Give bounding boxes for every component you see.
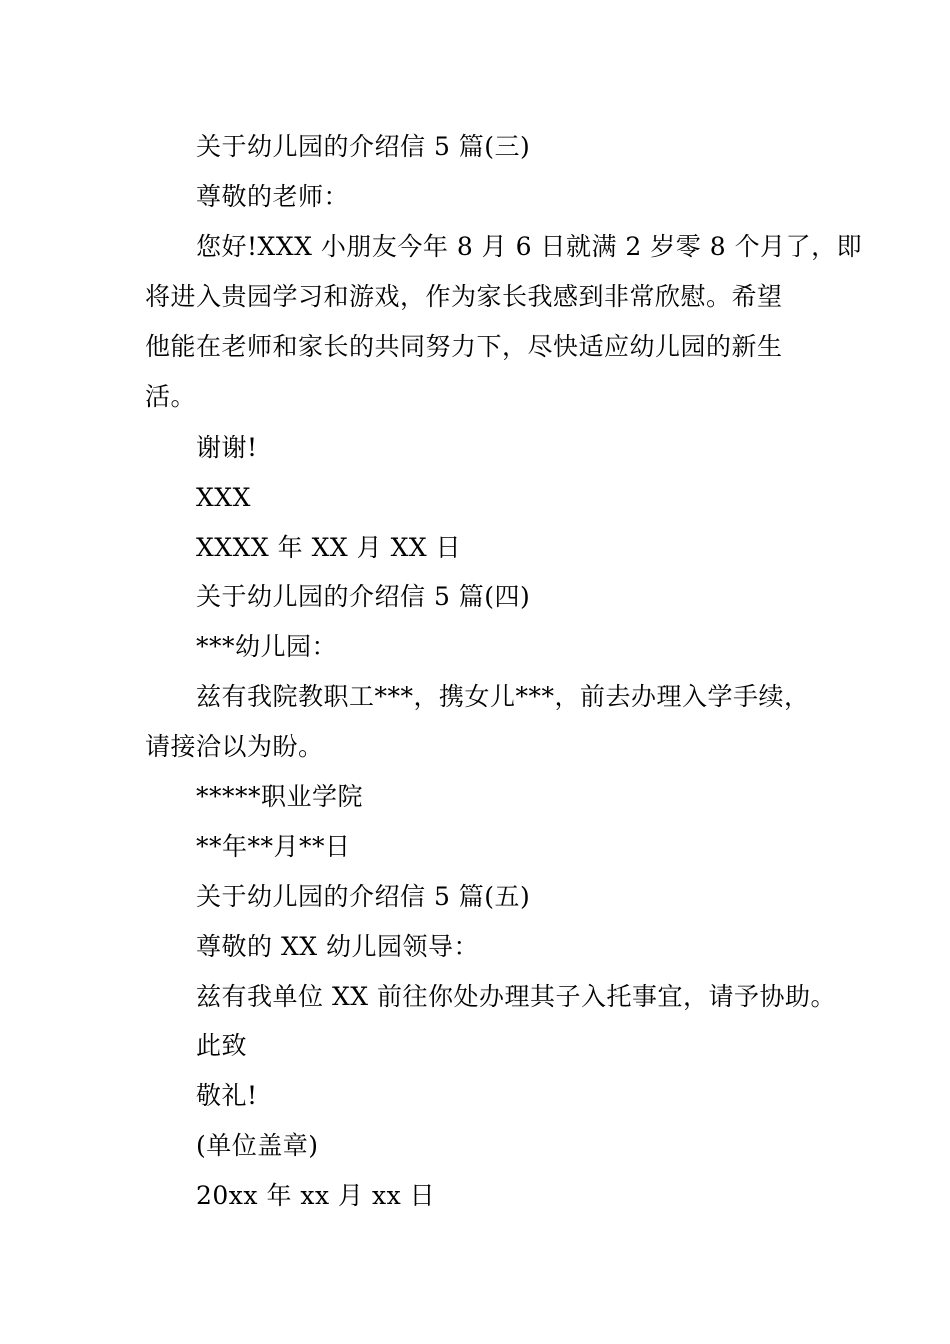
salutation: 尊敬的老师： (196, 182, 350, 211)
body-paragraph-line: 活。 (145, 382, 197, 411)
salutation: ***幼儿园： (196, 632, 338, 661)
body-paragraph-line: 兹有我单位 XX 前往你处办理其子入托事宜，请予协助。 (196, 982, 836, 1011)
body-paragraph-line: 您好!XXX 小朋友今年 8 月 6 日就满 2 岁零 8 个月了，即 (196, 232, 863, 261)
body-paragraph-line: 他能在老师和家长的共同努力下，尽快适应幼儿园的新生 (145, 332, 783, 361)
section-title-5: 关于幼儿园的介绍信 5 篇(五) (196, 882, 531, 911)
signature-name: XXX (196, 483, 251, 512)
seal-note: (单位盖章) (196, 1131, 319, 1160)
closing-line: 此致 (196, 1031, 248, 1060)
closing-line: 敬礼! (196, 1081, 258, 1110)
body-paragraph-line: 兹有我院教职工***，携女儿***，前去办理入学手续， (196, 682, 810, 711)
section-title-4: 关于幼儿园的介绍信 5 篇(四) (196, 582, 531, 611)
section-title-3: 关于幼儿园的介绍信 5 篇(三) (196, 132, 531, 161)
signature-date: XXXX 年 XX 月 XX 日 (196, 533, 462, 562)
signature-date: **年**月**日 (196, 832, 351, 861)
signature-name: *****职业学院 (196, 782, 364, 811)
thanks-line: 谢谢! (196, 433, 258, 462)
salutation: 尊敬的 XX 幼儿园领导： (196, 932, 479, 961)
signature-date: 20xx 年 xx 月 xx 日 (196, 1181, 436, 1210)
body-paragraph-line: 将进入贵园学习和游戏，作为家长我感到非常欣慰。希望 (145, 282, 783, 311)
body-paragraph-line: 请接洽以为盼。 (145, 732, 324, 761)
